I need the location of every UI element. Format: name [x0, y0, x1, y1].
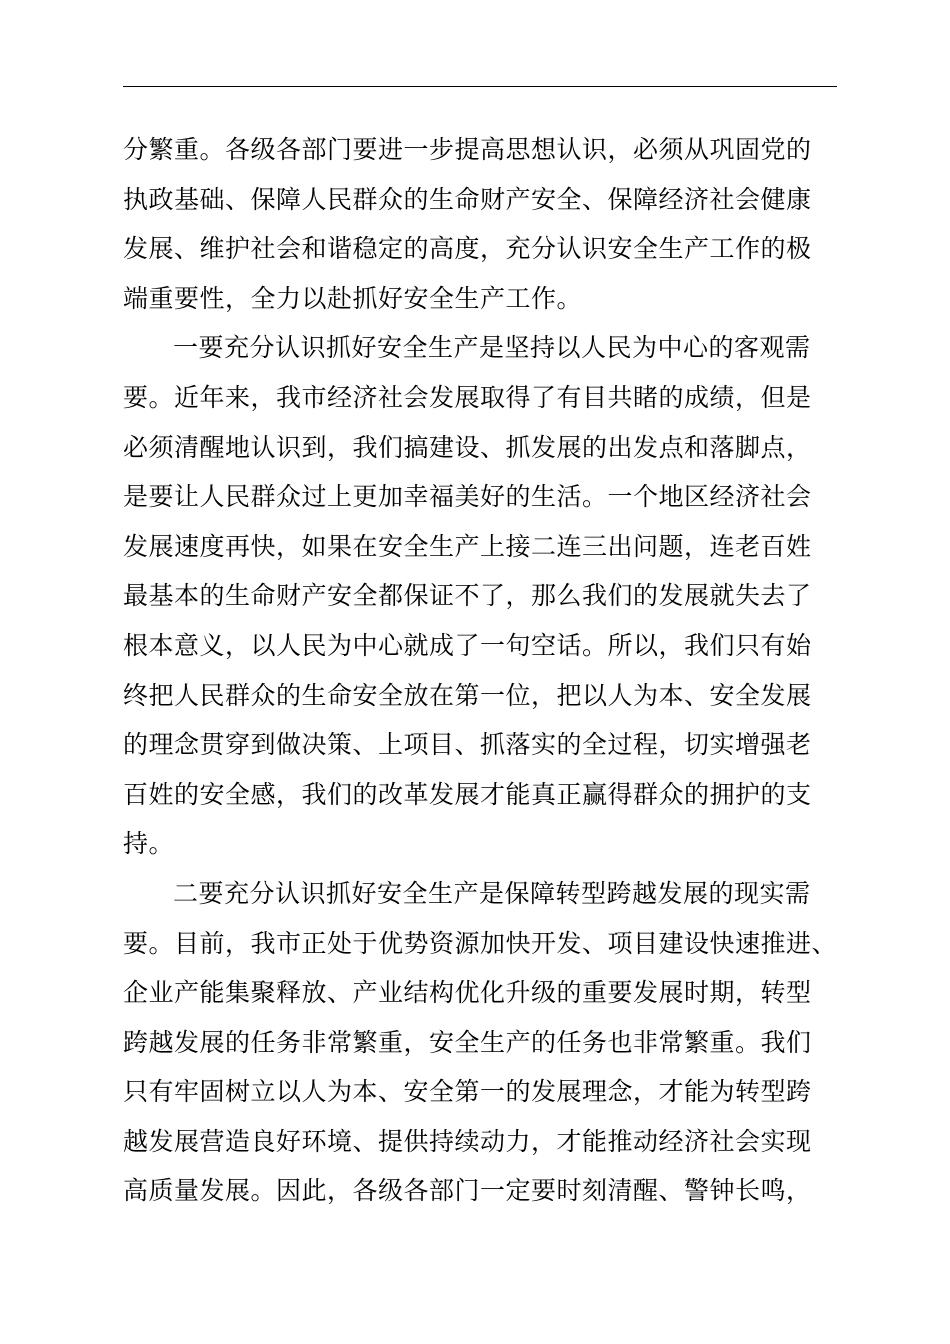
text-line: 的理念贯穿到做决策、上项目、抓落实的全过程，切实增强老 — [123, 730, 812, 760]
text-line: 跨越发展的任务非常繁重，安全生产的任务也非常繁重。我们 — [123, 1027, 812, 1057]
text-line: 持。 — [123, 829, 175, 859]
body-text — [123, 125, 837, 1216]
text-line: 执政基础、保障人民群众的生命财产安全、保障经济社会健康 — [123, 184, 812, 214]
text-line: 分繁重。各级各部门要进一步提高思想认识，必须从巩固党的 — [123, 135, 812, 164]
text-line: 要。近年来，我市经济社会发展取得了有目共睹的成绩，但是 — [123, 382, 812, 412]
text-line: 必须清醒地认识到，我们搞建设、抓发展的出发点和落脚点， — [123, 432, 812, 462]
text-line: 只有牢固树立以人为本、安全第一的发展理念，才能为转型跨 — [123, 1077, 812, 1107]
text-line: 越发展营造良好环境、提供持续动力，才能推动经济社会实现 — [123, 1126, 812, 1156]
header-rule — [123, 86, 837, 87]
text-line: 是要让人民群众过上更加幸福美好的生活。一个地区经济社会 — [123, 482, 812, 512]
text-line: 二要充分认识抓好安全生产是保障转型跨越发展的现实需 — [173, 878, 811, 908]
text-line: 企业产能集聚释放、产业结构优化升级的重要发展时期，转型 — [123, 978, 812, 1008]
text-line: 一要充分认识抓好安全生产是坚持以人民为中心的客观需 — [173, 333, 811, 363]
text-line: 终把人民群众的生命安全放在第一位，把以人为本、安全发展 — [123, 680, 812, 710]
text-line: 发展、维护社会和谐稳定的高度，充分认识安全生产工作的极 — [123, 234, 812, 264]
text-line: 端重要性，全力以赴抓好安全生产工作。 — [123, 283, 583, 313]
text-line: 高质量发展。因此，各级各部门一定要时刻清醒、警钟长鸣， — [123, 1176, 812, 1206]
text-line: 要。目前，我市正处于优势资源加快开发、项目建设快速推进、 — [123, 928, 838, 958]
text-line: 发展速度再快，如果在安全生产上接二连三出问题，连老百姓 — [123, 531, 812, 561]
text-line: 百姓的安全感，我们的改革发展才能真正赢得群众的拥护的支 — [123, 779, 812, 809]
text-line: 根本意义，以人民为中心就成了一句空话。所以，我们只有始 — [123, 630, 812, 660]
text-line: 最基本的生命财产安全都保证不了，那么我们的发展就失去了 — [123, 581, 812, 611]
